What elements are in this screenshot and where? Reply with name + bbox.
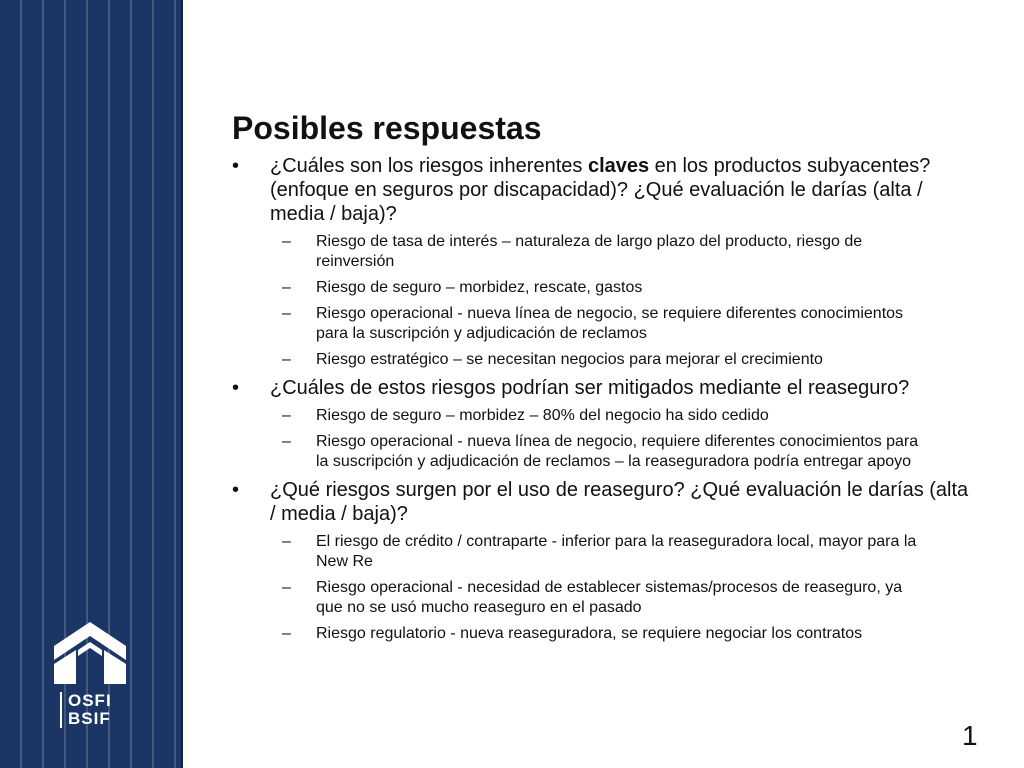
answer-text: Riesgo estratégico – se necesitan negocios para mejorar el crecimiento <box>316 351 823 368</box>
logo-line-osfi: OSFI <box>68 691 112 710</box>
question-1-text-pre: ¿Cuáles son los riesgos inherentes <box>270 155 588 177</box>
answer-3-2 <box>232 578 926 618</box>
dash-marker: – <box>282 533 291 550</box>
answer-3-1 <box>232 532 926 572</box>
question-2-text: ¿Cuáles de estos riesgos podrían ser mitigados mediante el reaseguro? <box>270 377 910 399</box>
answer-1-3 <box>232 304 926 344</box>
dash-marker: – <box>282 625 291 642</box>
logo-wordmark <box>52 692 128 728</box>
dash-marker: – <box>282 305 291 322</box>
answer-1-4 <box>232 350 926 370</box>
answer-2-2 <box>232 432 926 472</box>
dash-marker: – <box>282 233 291 250</box>
answer-1-1 <box>232 232 926 272</box>
dash-marker: – <box>282 279 291 296</box>
osfi-emblem-icon <box>52 620 128 686</box>
answer-text: Riesgo operacional - nueva línea de negocio, se requiere diferentes conocimientos para la suscripción y adjudicación de reclamos <box>316 305 904 342</box>
slide-title: Posibles respuestas <box>232 110 542 146</box>
bullet-marker: • <box>232 479 240 501</box>
question-1-text-post: en los productos subyacentes? (enfoque en seguros por discapacidad)? ¿Qué evaluación le darías (alta / media / baja)? <box>270 155 931 225</box>
question-3-text: ¿Qué riesgos surgen por el uso de reaseguro? ¿Qué evaluación le darías (alta / media / baja)? <box>270 479 969 525</box>
dash-marker: – <box>282 351 291 368</box>
dash-marker: – <box>282 579 291 596</box>
page-number: 1 <box>962 720 978 751</box>
logo-line-bsif: BSIF <box>68 709 111 728</box>
dash-marker: – <box>282 407 291 424</box>
answer-text: Riesgo regulatorio - nueva reaseguradora, se requiere negociar los contratos <box>316 625 863 642</box>
logo-divider <box>60 692 62 728</box>
osfi-logo <box>52 620 128 730</box>
answer-1-2 <box>232 278 926 298</box>
question-3 <box>232 478 972 526</box>
bullet-marker: • <box>232 377 240 399</box>
dash-marker: – <box>282 433 291 450</box>
answer-text: El riesgo de crédito / contraparte - inferior para la reaseguradora local, mayor para la New Re <box>316 533 917 570</box>
answer-text: Riesgo operacional - nueva línea de negocio, requiere diferentes conocimientos para la suscripción y adjudicación de reclamos – la reaseguradora podría entregar apoyo <box>316 433 919 470</box>
answer-text: Riesgo de tasa de interés – naturaleza de largo plazo del producto, riesgo de reinversión <box>316 233 863 270</box>
answer-3-3 <box>232 624 926 644</box>
sidebar-edge <box>181 0 183 768</box>
bullet-marker: • <box>232 155 240 177</box>
answer-text: Riesgo de seguro – morbidez, rescate, gastos <box>316 279 643 296</box>
answer-2-1 <box>232 406 926 426</box>
question-1-keyword: claves <box>587 155 650 177</box>
question-2 <box>232 376 972 400</box>
slide-content <box>232 108 972 650</box>
question-1 <box>232 154 972 226</box>
answer-text: Riesgo operacional - necesidad de establecer sistemas/procesos de reaseguro, ya que no se usó mucho reaseguro en el pasado <box>316 579 903 616</box>
answer-text: Riesgo de seguro – morbidez – 80% del negocio ha sido cedido <box>316 407 769 424</box>
